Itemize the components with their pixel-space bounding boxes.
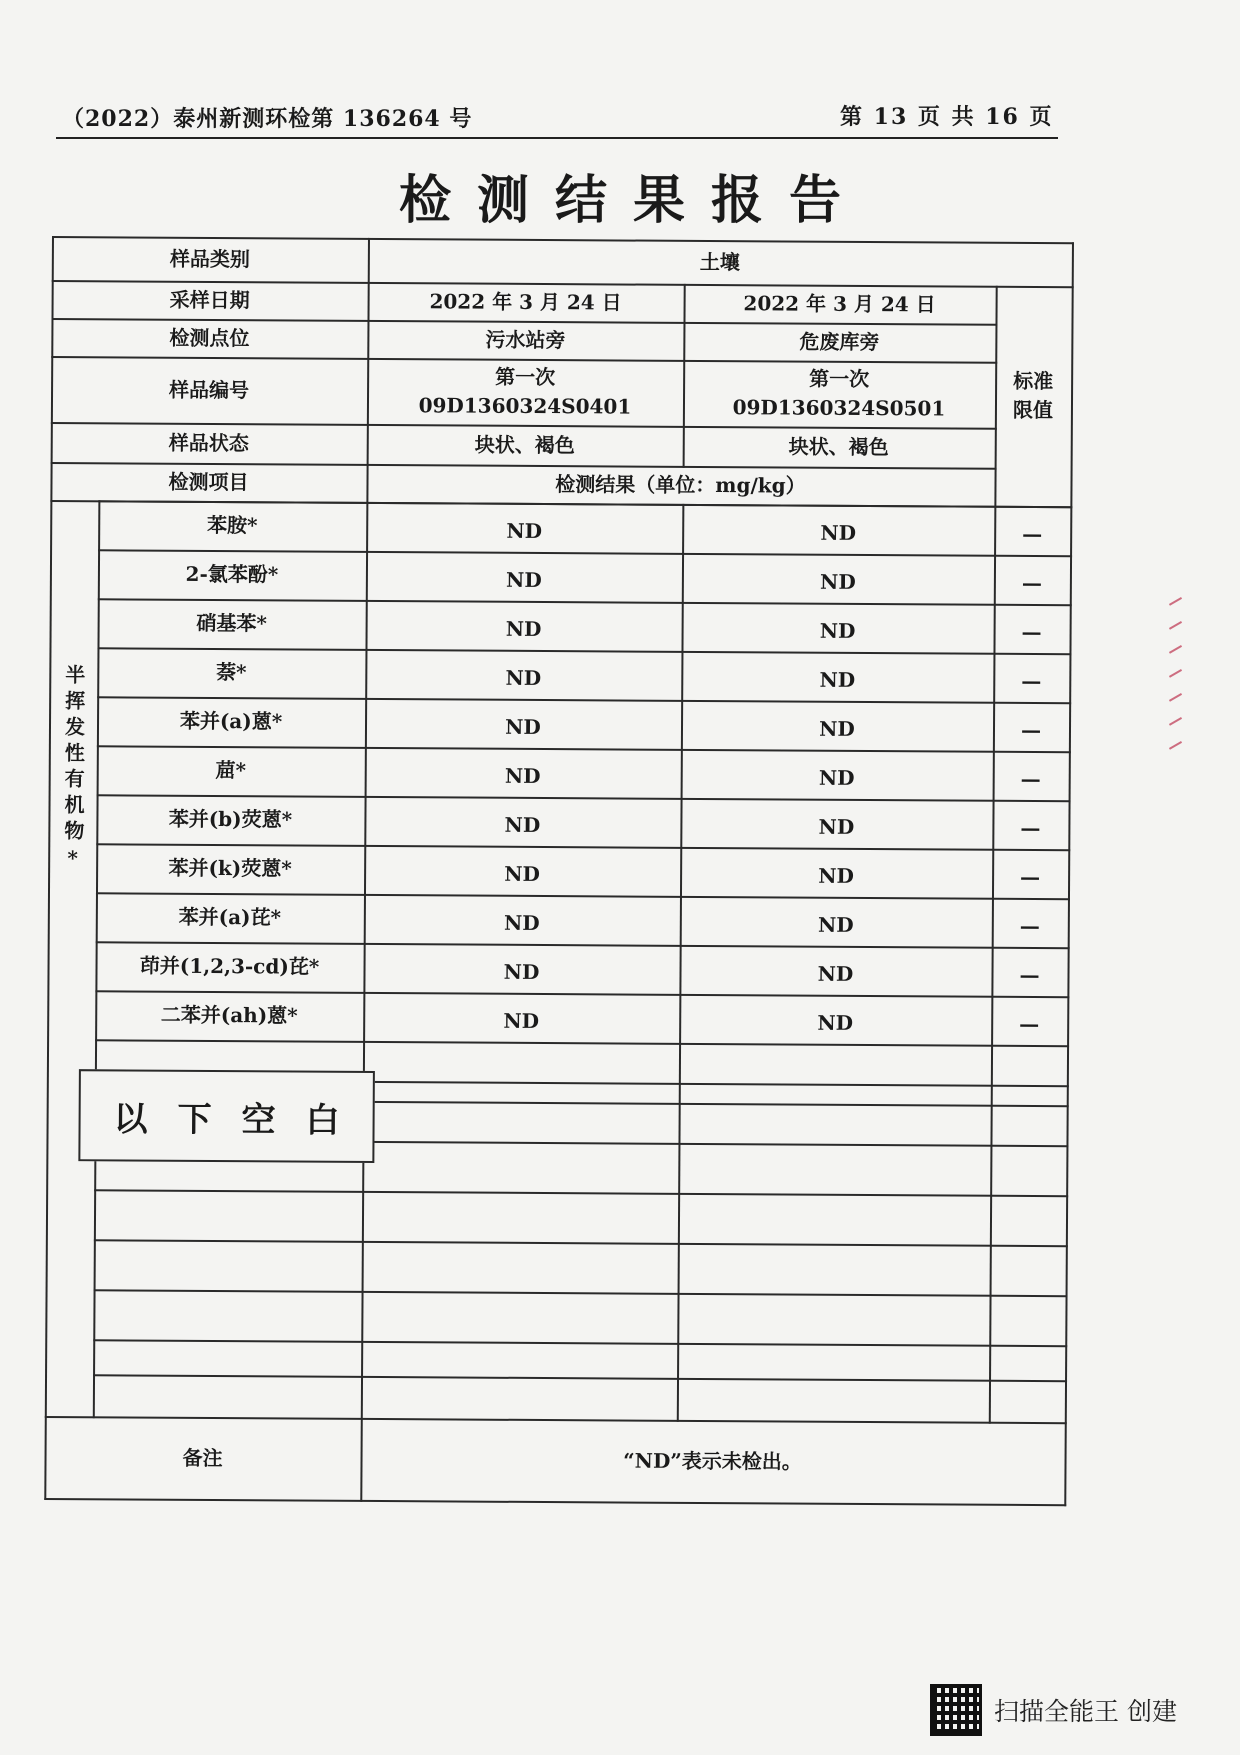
label-site: 检测点位 [169,325,250,350]
report-number: （2022）泰州新测环检第 136264 号 [62,106,473,132]
stamp-edge-marks [1168,600,1190,790]
row-item-name: 二苯并(ah)蒽* [160,1002,298,1028]
row-result-2: ND [817,912,854,937]
sample-date-1: 2022 年 3 月 24 日 [429,288,622,314]
row-result-1: ND [504,812,541,837]
table-rule [94,1239,1068,1247]
row-item-name: 苯胺* [206,512,258,538]
scanner-watermark [930,1684,1177,1736]
table-rule [94,1189,1068,1197]
result-unit: 检测结果（单位：mg/kg） [555,471,806,498]
label-sample-id: 样品编号 [168,377,250,402]
row-item-name: 苯并(a)蒽* [179,708,283,734]
row-result-2: ND [818,814,855,839]
table-rule [93,1374,1067,1382]
row-result-2: ND [817,961,854,986]
qr-code-icon [930,1684,982,1736]
sample-round: 第一次 [495,364,556,390]
label-state: 样品状态 [168,430,249,455]
sample-type-value: 土壤 [699,249,740,274]
scanner-label: 扫描全能王 创建 [994,1697,1177,1726]
row-item-name: 䓛* [215,758,247,783]
row-result-1: ND [503,1008,540,1033]
row-limit: — [1020,717,1042,743]
row-item-name: 苯并(k)荧蒽* [168,855,292,881]
label-remark: 备注 [182,1445,223,1470]
row-result-1: ND [503,959,540,984]
row-item-name: 硝基苯* [196,610,267,636]
row-result-1: ND [504,861,540,886]
group-label: 半挥发性有机物* [60,663,86,876]
row-item-name: 萘* [216,660,247,685]
sample-id-1 [367,358,683,426]
results-table [44,236,1076,1509]
sample-state-1: 块状、褐色 [474,432,575,457]
remark-value: “ND”表示未检出。 [623,1448,802,1474]
row-limit: — [1019,962,1040,988]
row-result-1: ND [505,665,542,690]
blank-below-stamp: 以下空白 [78,1069,375,1163]
row-result-1: ND [503,910,540,935]
page-number: 第 13 页 共 16 页 [840,104,1054,130]
row-limit: — [1020,815,1041,841]
row-item-name: 苯并(b)荧蒽* [168,806,293,832]
row-item-name: 苯并(a)芘* [178,904,282,930]
row-result-1: ND [506,518,543,543]
row-result-2: ND [818,765,855,790]
row-limit: — [1021,619,1042,645]
header-rule [56,137,1058,139]
sample-code: 09D1360324S0501 [732,395,946,421]
row-result-2: ND [817,1010,854,1035]
row-result-1: ND [504,763,541,788]
row-limit: — [1021,668,1042,694]
sample-site-1: 污水站旁 [485,327,566,352]
row-result-1: ND [505,616,542,641]
row-result-2: ND [818,863,854,888]
table-rule [93,1339,1067,1347]
sample-round: 第一次 [809,366,870,391]
label-sample-date: 采样日期 [169,287,250,312]
sample-site-2: 危废库旁 [799,329,880,354]
label-standard: 标准限值 [1012,368,1054,423]
row-limit: — [1020,766,1041,792]
report-title: 检测结果报告 [398,170,867,231]
row-result-2: ND [820,569,856,594]
row-result-2: ND [819,667,856,692]
row-item-name: 2-氯苯酚* [185,561,279,587]
sample-date-2: 2022 年 3 月 24 日 [743,290,936,316]
row-result-2: ND [819,618,856,643]
sample-state-2: 块状、褐色 [788,434,889,459]
row-limit: — [1019,913,1040,939]
row-result-2: ND [819,716,855,741]
row-limit: — [1021,570,1042,596]
row-item-name: 茚并(1,2,3-cd)芘* [139,953,320,979]
row-result-1: ND [506,567,542,592]
row-limit: — [1019,1011,1040,1037]
sample-id-2 [683,360,995,428]
label-item: 检测项目 [168,469,249,494]
sample-code: 09D1360324S0401 [418,393,632,419]
label-sample-type: 样品类别 [169,246,250,271]
row-result-2: ND [820,520,857,545]
row-limit: — [1022,521,1043,547]
table-rule [94,1289,1068,1297]
row-limit: — [1020,864,1041,890]
row-result-1: ND [505,714,541,739]
